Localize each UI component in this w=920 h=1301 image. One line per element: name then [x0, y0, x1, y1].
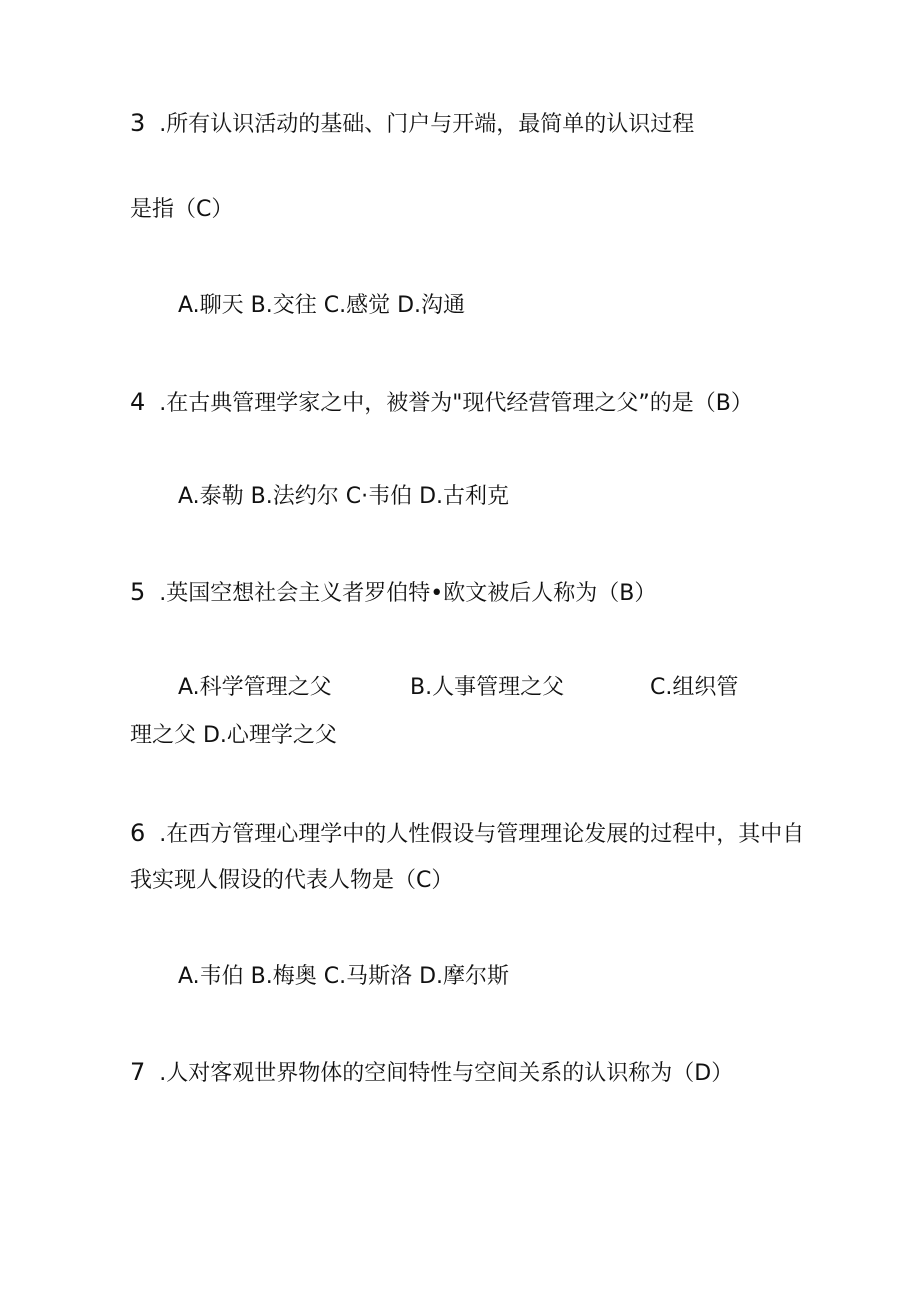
question-5-option-b: B.人事管理之父: [410, 675, 565, 700]
question-3-text: .所有认识活动的基础、门户与开端，最简单的认识过程: [159, 112, 695, 137]
question-6-number: 6: [130, 819, 146, 847]
question-5-options-continued: 理之父 D.心理学之父: [130, 723, 337, 748]
question-6-options: A.韦伯 B.梅奥 C.马斯洛 D.摩尔斯: [178, 964, 510, 989]
question-6-line-2: 我实现人假设的代表人物是（C）: [130, 868, 454, 893]
question-5-option-a: A.科学管理之父: [178, 675, 332, 700]
question-4-number: 4: [130, 388, 146, 416]
question-3-options: A.聊天 B.交往 C.感觉 D.沟通: [178, 293, 466, 318]
question-6-text: .在西方管理心理学中的人性假设与管理理论发展的过程中，其中自: [159, 822, 805, 847]
question-4-line-1: [130, 387, 753, 419]
question-4-options: A.泰勒 B.法约尔 C·韦伯 D.古利克: [178, 484, 510, 509]
question-5-options: [0, 673, 920, 703]
question-3-number: 3: [130, 109, 146, 137]
question-7-line-1: [130, 1057, 733, 1089]
question-7-text: .人对客观世界物体的空间特性与空间关系的认识称为（D）: [159, 1061, 734, 1086]
question-4-text: .在古典管理学家之中，被誉为"现代经营管理之父”的是（B）: [159, 391, 753, 416]
question-3-line-2: 是指（C）: [130, 197, 234, 222]
question-3-line-1: [130, 108, 694, 140]
question-5-number: 5: [130, 578, 146, 606]
question-5-text: .英国空想社会主义者罗伯特•欧文被后人称为（B）: [159, 581, 657, 606]
question-6-line-1: [130, 818, 804, 850]
question-5-line-1: [130, 577, 656, 609]
question-7-number: 7: [130, 1058, 146, 1086]
question-5-option-c: C.组织管: [650, 675, 739, 700]
